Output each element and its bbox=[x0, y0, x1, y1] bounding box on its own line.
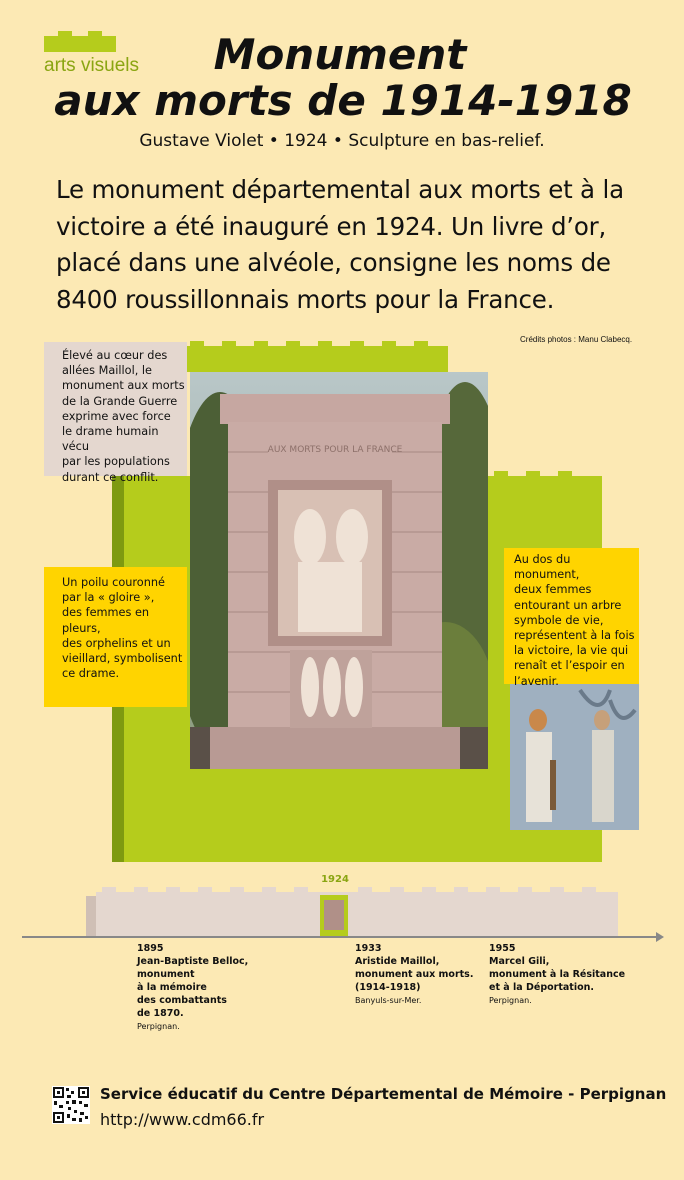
badge-label: arts visuels bbox=[44, 55, 140, 76]
intro-line: 8400 roussillonnais morts pour la France. bbox=[56, 284, 555, 314]
timeline-line: des combattants bbox=[137, 995, 227, 1006]
intro-line: victoire a été inauguré en 1924. Un livre d’or, bbox=[56, 211, 607, 241]
timeline-line: monument aux morts. bbox=[355, 969, 474, 980]
info-box-grey bbox=[44, 342, 187, 484]
intro-line: placé dans une alvéole, consigne les noms de bbox=[56, 248, 611, 277]
timeline-entry bbox=[137, 942, 248, 1033]
box-line: des orphelins et un bbox=[62, 636, 171, 650]
box-line: représentent à la fois bbox=[514, 629, 635, 643]
box-line: durant ce conflit. bbox=[62, 470, 159, 484]
timeline-line: Aristide Maillol, bbox=[355, 956, 440, 967]
box-line: l’avenir. bbox=[514, 674, 559, 688]
box-line: par les populations bbox=[62, 455, 170, 469]
timeline-brick bbox=[96, 892, 618, 936]
timeline-line: et à la Déportation. bbox=[489, 982, 594, 993]
timeline-place: Banyuls-sur-Mer. bbox=[355, 996, 422, 1005]
timeline-line: monument bbox=[137, 969, 195, 980]
timeline-axis bbox=[22, 936, 658, 938]
timeline-arrow-icon bbox=[656, 932, 664, 942]
timeline-year: 1933 bbox=[355, 943, 382, 954]
timeline-line: monument à la Résitance bbox=[489, 969, 626, 980]
box-line: allées Maillol, le bbox=[62, 364, 152, 378]
green-block-top bbox=[186, 346, 448, 372]
timeline-line: à la mémoire bbox=[137, 982, 207, 993]
timeline-line: Jean-Baptiste Belloc, bbox=[137, 956, 249, 967]
timeline-line: de 1870. bbox=[137, 1008, 184, 1019]
timeline-line: (1914-1918) bbox=[355, 982, 421, 993]
timeline-year: 1895 bbox=[137, 943, 164, 954]
box-line: exprime avec force bbox=[62, 409, 171, 423]
box-line: par la « gloire », bbox=[62, 591, 155, 605]
box-line: la victoire, la vie qui bbox=[514, 644, 629, 658]
page-title-line1: Monument bbox=[213, 30, 467, 79]
box-line: Élevé au cœur des bbox=[62, 349, 168, 362]
box-line: Au dos du monument, bbox=[514, 553, 580, 582]
timeline-place: Perpignan. bbox=[137, 1022, 180, 1031]
info-box-yellow-left bbox=[44, 567, 187, 707]
monument-thumbnail-icon bbox=[324, 900, 344, 930]
footer-url-link[interactable]: http://www.cdm66.fr bbox=[100, 1110, 265, 1129]
timeline-place: Perpignan. bbox=[489, 996, 532, 1005]
timeline-year: 1955 bbox=[489, 943, 516, 954]
photo-credits: Crédits photos : Manu Clabecq. bbox=[520, 335, 633, 344]
monument-photo bbox=[190, 372, 488, 769]
page-title-line2: aux morts de 1914-1918 bbox=[54, 76, 632, 125]
intro-paragraph bbox=[56, 172, 666, 318]
footer-title: Service éducatif du Centre Départemental de Mémoire - Perpignan bbox=[100, 1085, 667, 1103]
timeline-entry bbox=[355, 942, 473, 1007]
monument-back-photo bbox=[510, 680, 639, 830]
box-line: deux femmes bbox=[514, 583, 592, 597]
timeline-line: Marcel Gili, bbox=[489, 956, 550, 967]
box-line: de la Grande Guerre bbox=[62, 394, 178, 408]
page-subtitle: Gustave Violet • 1924 • Sculpture en bas-relief. bbox=[139, 131, 545, 151]
monument-inscription: AUX MORTS POUR LA FRANCE bbox=[267, 445, 403, 455]
box-line: le drame humain vécu bbox=[62, 425, 159, 454]
box-line: Un poilu couronné bbox=[62, 576, 165, 589]
box-line: des femmes en pleurs, bbox=[62, 606, 150, 635]
box-line: symbole de vie, bbox=[514, 613, 604, 627]
intro-line: Le monument départemental aux morts et à la bbox=[56, 175, 624, 204]
qr-code-icon[interactable] bbox=[52, 1086, 90, 1124]
box-line: renaît et l’espoir en bbox=[514, 659, 625, 673]
timeline-brick-shadow bbox=[86, 896, 96, 936]
info-box-yellow-right bbox=[504, 548, 639, 688]
box-line: entourant un arbre bbox=[514, 598, 622, 612]
timeline-highlight-marker bbox=[320, 895, 348, 937]
box-line: vieillard, symbolisent bbox=[62, 652, 183, 666]
timeline-entry bbox=[489, 942, 625, 1007]
box-line: ce drame. bbox=[62, 667, 120, 681]
timeline-highlight-year: 1924 bbox=[321, 874, 349, 885]
box-line: monument aux morts bbox=[62, 379, 185, 393]
